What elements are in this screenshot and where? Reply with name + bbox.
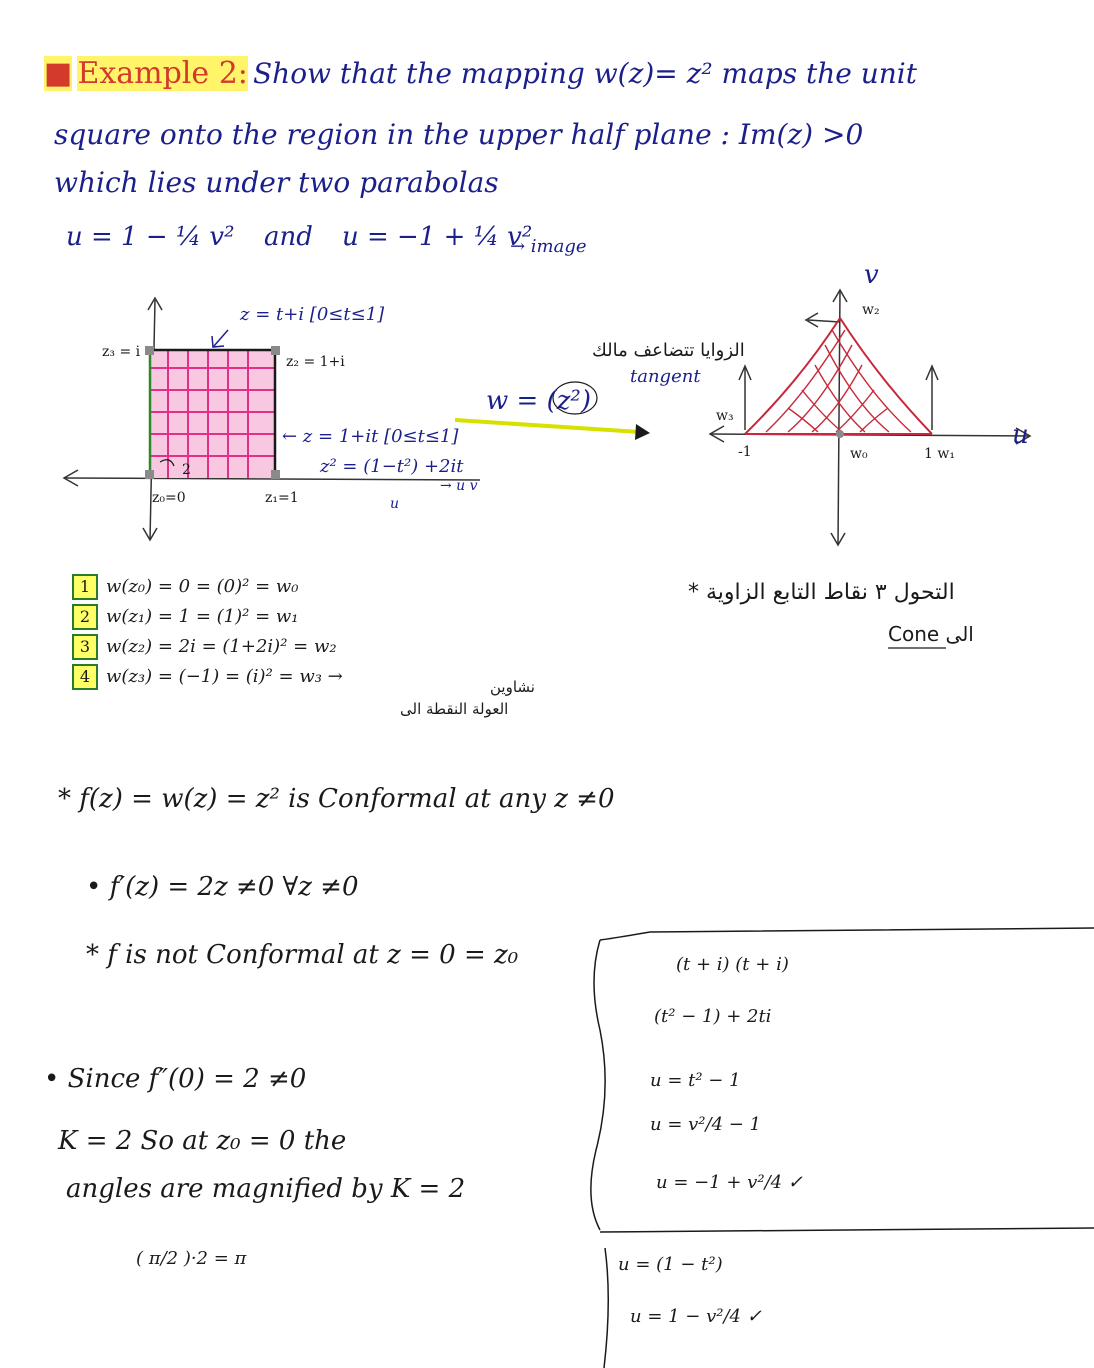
parabola-eq-2: u = −1 + ¼ v² <box>342 222 533 252</box>
image-text: w(z₂) = 2i = (1+2i)² = w₂ <box>106 636 337 657</box>
conformal-line-1: * f(z) = w(z) = z² is Conformal at any z ≠0 <box>58 784 615 814</box>
since-line-2: K = 2 So at z₀ = 0 the <box>58 1126 347 1156</box>
image-arrow: → image <box>510 236 587 257</box>
calc-line-2: (t² − 1) + 2ti <box>654 1006 772 1027</box>
conformal-line-3: * f is not Conformal at z = 0 = z₀ <box>86 940 519 970</box>
w0-label: w₀ <box>850 446 868 462</box>
calc-line-7: u = 1 − v²/4 ✓ <box>630 1306 762 1327</box>
calc-line-3: u = t² − 1 <box>650 1070 741 1091</box>
v-axis-label: v <box>864 260 879 290</box>
calc-line-4: u = v²/4 − 1 <box>650 1114 761 1135</box>
title-line-1: Show that the mapping w(z)= z² maps the unit <box>252 57 917 90</box>
tangent-label: tangent <box>630 366 701 387</box>
image-item-2 <box>72 604 343 634</box>
title-line-3: which lies under two parabolas <box>54 166 499 199</box>
one-w1-label: 1 w₁ <box>924 446 955 462</box>
parabola-eq-1: u = 1 − ¼ v² <box>66 222 235 252</box>
w2-label: w₂ <box>862 302 880 318</box>
arabic-note-1: نشاوين <box>490 678 535 696</box>
number-box: 2 <box>72 604 98 630</box>
unit-square <box>145 330 280 479</box>
image-text: w(z₀) = 0 = (0)² = w₀ <box>106 576 299 597</box>
image-text: w(z₃) = (−1) = (i)² = w₃ → <box>106 666 343 687</box>
example-label: Example 2: <box>77 56 248 91</box>
z3-label: z₃ = i <box>102 344 141 360</box>
calc-line-1: (t + i) (t + i) <box>676 954 789 975</box>
title-line-2: square onto the region in the upper half plane : Im(z) >0 <box>54 118 864 151</box>
arabic-angle-note: الزوايا تتضاعف مالك <box>592 340 745 361</box>
parabola-and: and <box>264 222 313 252</box>
uv-arrow-label: → u v <box>440 478 478 494</box>
conformal-line-2: • f′(z) = 2z ≠0 ∀z ≠0 <box>86 872 359 902</box>
image-list <box>72 574 343 694</box>
image-item-3 <box>72 634 343 664</box>
since-line-3: angles are magnified by K = 2 <box>66 1174 466 1204</box>
u-axis-label: u <box>1012 420 1029 450</box>
number-box: 4 <box>72 664 98 690</box>
arabic-right-note: التحول ٣ نقاط التابع الزاوية * <box>688 580 955 605</box>
w-plane-axes <box>710 290 1030 545</box>
z-squared-label: z² = (1−t²) +2it <box>320 456 464 477</box>
mapping-label: w = (z²) <box>486 386 591 416</box>
minus-one-label: -1 <box>738 444 752 460</box>
w3-label: w₃ <box>716 408 734 424</box>
z2-label: z₂ = 1+i <box>286 354 345 370</box>
number-box: 3 <box>72 634 98 660</box>
since-line-4: ( π/2 )·2 = π <box>136 1248 247 1269</box>
angle-mark: 2 <box>182 462 191 478</box>
u-label: u <box>390 496 400 512</box>
bullet: ■ <box>44 56 73 91</box>
arabic-note-2: العولة النقطة الى <box>400 700 509 718</box>
since-line-1: • Since f″(0) = 2 ≠0 <box>44 1064 307 1094</box>
side-calc-border <box>591 928 1094 1368</box>
calc-line-5: u = −1 + v²/4 ✓ <box>656 1172 803 1193</box>
number-box: 1 <box>72 574 98 600</box>
image-text: w(z₁) = 1 = (1)² = w₁ <box>106 606 299 627</box>
calc-line-6: u = (1 − t²) <box>618 1254 723 1275</box>
z0-label: z₀=0 <box>152 490 186 506</box>
image-item-4 <box>72 664 343 694</box>
image-item-1 <box>72 574 343 604</box>
z1-label: z₁=1 <box>265 490 299 506</box>
top-edge-label: z = t+i [0≤t≤1] <box>240 304 385 325</box>
arabic-cone-note: الى Cone <box>888 622 974 646</box>
right-edge-label: ← z = 1+it [0≤t≤1] <box>282 426 459 447</box>
